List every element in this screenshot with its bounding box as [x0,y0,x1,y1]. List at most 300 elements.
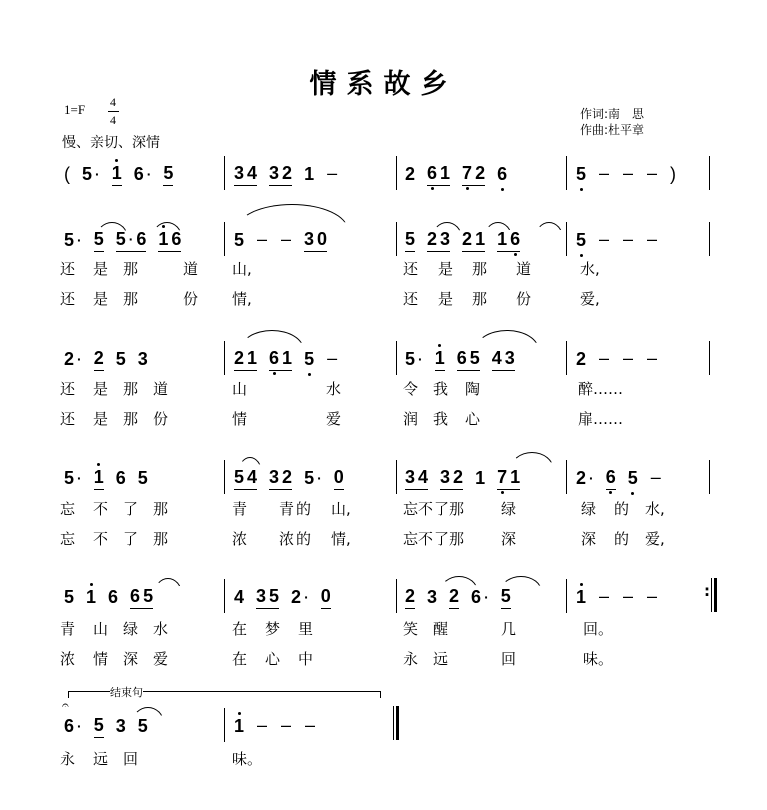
note-group [326,163,338,186]
tempo-marking: 慢、亲切、深情 [62,135,160,151]
lyric-syllable: 回。 [583,620,614,638]
barline [396,341,397,375]
note: 5 [304,349,314,369]
note-group [280,715,292,738]
sustain-dash: – [327,163,338,183]
note: 1 [497,229,508,249]
note: 5 [64,468,75,488]
lyric-syllable: 山, [232,260,252,278]
octave-down-dot [609,491,612,494]
note: 2 [576,349,587,369]
lyric-syllable: 还 [60,410,76,428]
note: 6 [510,229,520,249]
lyric-syllable: 不 [93,500,109,518]
octave-down-dot [501,491,504,494]
note-group [234,348,257,371]
note: 5 [576,164,586,184]
lyric-syllable: 那 [472,290,488,308]
note-group [94,229,104,252]
lyric-syllable: 了那 [434,530,465,548]
note: 2 [93,348,104,368]
lyric-syllable: 中 [298,650,314,668]
note: 5 [405,349,416,369]
lyric-syllable: 陶 [465,380,481,398]
lyric-syllable: 水, [580,260,600,278]
lyric-syllable: 是 [93,410,109,428]
lyric-syllable: 深 [123,650,139,668]
final-barline-thin [393,706,394,740]
note: 5 [115,229,126,249]
barline [566,156,567,190]
lyric-syllable: 青 [232,500,248,518]
measure [64,583,153,609]
lyric-syllable: 的 [614,500,630,518]
lyric-syllable: 还 [403,260,419,278]
note: 2 [475,163,486,183]
lyric-syllable: 忘不 [403,500,434,518]
measure [576,226,658,252]
measure [234,464,344,490]
augmentation-dot: · [77,718,82,734]
note-group [427,587,437,609]
measure [64,464,148,490]
lyric-syllable: 浓 [60,650,76,668]
lyric-syllable: 永 [403,650,419,668]
note-group [64,349,82,371]
octave-up-dot [438,344,441,347]
note: 2 [282,163,293,183]
note: 6 [456,348,467,368]
barline [224,156,225,190]
note: 7 [462,163,472,183]
barline [396,460,397,494]
lyric-syllable: 远 [433,650,449,668]
barline [224,341,225,375]
octave-up-dot [115,159,118,162]
note: 3 [440,467,451,487]
note: 6 [64,716,75,736]
note-group [427,229,450,252]
lyric-syllable: 还 [60,260,76,278]
note-group [234,467,257,490]
lyric-syllable: 水, [645,500,665,518]
augmentation-dot: · [77,232,82,248]
slur [154,578,182,594]
measure [64,712,148,738]
lyric-syllable: 是 [93,260,109,278]
note: 4 [234,587,245,607]
note-group [475,468,485,490]
octave-down-dot [580,254,583,257]
lyric-syllable: 还 [403,290,419,308]
note-group [650,467,662,490]
note: 1 [112,163,122,183]
note-group [622,163,634,186]
note: 6 [171,229,182,249]
note: 0 [320,586,331,606]
note: 2 [282,467,293,487]
note: 6 [497,164,507,184]
note-group [427,163,450,186]
note: 1 [510,467,521,487]
lyric-syllable: 里 [298,620,314,638]
note-group [163,163,173,186]
measure [405,464,520,490]
note-group [497,229,520,252]
lyric-syllable: 在 [232,620,248,638]
final-barline-thick [396,706,399,740]
lyric-syllable: 那 [472,260,488,278]
note-group [64,587,74,609]
lyric-syllable: 心 [465,410,481,428]
note-group [622,586,634,609]
note: 6 [136,229,147,249]
note: 2 [405,164,416,184]
lyric-syllable: 深 [501,530,517,548]
note-group [646,586,658,609]
note-group [462,163,485,186]
note: 1 [158,229,168,249]
note-group [304,468,322,490]
measure [405,226,520,252]
note-group [256,715,268,738]
note: 1 [475,229,486,249]
note: 4 [247,163,258,183]
lyric-syllable: 浓 [232,530,248,548]
measure [234,712,316,738]
key-signature: 1=F [64,102,86,117]
note: 0 [317,229,328,249]
barline [224,708,225,742]
octave-down-dot [501,188,504,191]
note-group [64,716,82,738]
note: 5 [93,229,104,249]
note-group [501,586,511,609]
note-group [598,163,610,186]
lyric-syllable: 青 [279,500,295,518]
note: 2 [427,229,438,249]
lyric-syllable: 那 [123,260,139,278]
lyric-syllable: 山 [232,380,248,398]
lyric-syllable: 了 [123,500,139,518]
barline [566,341,567,375]
augmentation-dot: · [77,351,82,367]
measure [405,345,515,371]
sustain-dash: – [599,163,610,183]
note: 3 [427,587,438,607]
lyric-syllable: 了 [123,530,139,548]
measure [64,160,173,186]
note-group [598,348,610,371]
lyric-syllable: 情, [331,530,351,548]
note-group [280,229,292,252]
sustain-dash: – [647,229,658,249]
augmentation-dot: · [418,351,423,367]
note: 5 [93,715,104,735]
note-group [234,163,257,186]
augmentation-dot: · [95,166,100,182]
note-group [576,230,586,252]
note-group [576,164,586,186]
ending-label: 结束句 [110,686,143,699]
measure [576,160,676,186]
note: 5 [628,468,638,488]
octave-up-dot [90,583,93,586]
sustain-dash: – [599,586,610,606]
note-group [405,164,415,186]
note-group [457,348,480,371]
lyric-syllable: 醉…… [578,380,624,398]
composer-credit: 作曲:杜平章 [580,123,645,137]
note-group [158,229,181,252]
note: 4 [247,467,258,487]
note-group [304,164,314,186]
octave-up-dot [580,583,583,586]
fermata-icon: 𝄐 [62,698,69,712]
note: 1 [304,164,315,184]
barline [396,156,397,190]
note-group [435,348,445,371]
lyric-syllable: 忘 [60,500,76,518]
note-group [598,229,610,252]
note-group [304,229,327,252]
note-group [234,230,244,252]
note-group [646,348,658,371]
note: 3 [269,467,280,487]
lyric-syllable: 笑 [403,620,419,638]
lyric-syllable: 还 [60,380,76,398]
lyric-syllable: 爱, [580,290,600,308]
note: 6 [427,163,437,183]
note: 2 [576,468,587,488]
octave-down-dot [580,188,583,191]
lyric-syllable: 道 [516,260,532,278]
note-group [138,716,148,738]
measure [405,160,507,186]
note-group [64,164,70,186]
lyric-syllable: 是 [438,260,454,278]
barline [224,460,225,494]
sustain-dash: – [257,715,268,735]
lyric-syllable: 绿 [123,620,139,638]
measure [405,583,511,609]
note-group [622,229,634,252]
note: 2 [453,467,464,487]
note-group [269,348,292,371]
note-group [112,163,122,186]
sustain-dash: – [647,586,658,606]
octave-up-dot [162,225,165,228]
note: 5 [576,230,586,250]
note: 5 [269,586,280,606]
barline [709,460,710,494]
note: 5 [64,587,75,607]
parenthesis: ) [670,164,677,184]
note-group [576,587,586,609]
lyric-syllable: 是 [93,290,109,308]
sustain-dash: – [599,348,610,368]
note-group [130,586,153,609]
note: 5 [137,468,148,488]
measure [64,226,181,252]
note: 5 [115,349,126,369]
note-group [405,467,428,490]
lyric-syllable: 心 [265,650,281,668]
lyric-syllable: 润 [403,410,419,428]
measure [234,160,338,186]
note: 3 [115,716,126,736]
note-group [108,587,118,609]
lyric-syllable: 情, [232,290,252,308]
note: 6 [269,348,279,368]
sustain-dash: – [650,467,661,487]
note-group [334,467,344,490]
note-group [471,587,489,609]
lyric-syllable: 我 [433,380,449,398]
note: 1 [94,467,104,487]
augmentation-dot: · [304,589,309,605]
lyric-syllable: 永 [60,750,76,768]
lyric-syllable: 味。 [232,750,263,768]
sustain-dash: – [599,229,610,249]
song-title: 情系故乡 [309,69,458,100]
note: 3 [304,229,315,249]
lyric-syllable: 梦 [265,620,281,638]
lyric-syllable: 醒 [433,620,449,638]
note-group [622,348,634,371]
barline [709,156,710,190]
time-signature-top: 4 [110,95,116,109]
octave-up-dot [97,463,100,466]
note-group [269,163,292,186]
barline [709,341,710,375]
note: 2 [234,348,245,368]
note: 2 [291,587,302,607]
note: 6 [130,586,141,606]
note-group [628,468,638,490]
sustain-dash: – [623,586,634,606]
lyric-syllable: 山 [93,620,109,638]
note-group [234,587,244,609]
lyric-syllable: 水 [326,380,342,398]
lyric-syllable: 味。 [583,650,614,668]
lyric-syllable: 绿 [501,500,517,518]
note-group [646,163,658,186]
note: 1 [475,468,486,488]
sustain-dash: – [647,163,658,183]
octave-down-dot [273,372,276,375]
note-group [64,468,82,490]
note-group [94,715,104,738]
note: 1 [234,716,244,736]
lyric-syllable: 那 [123,410,139,428]
note: 6 [108,587,119,607]
note-group [462,229,485,252]
note: 5 [304,468,315,488]
note-group [116,468,126,490]
note: 3 [234,163,245,183]
lyric-syllable: 的 [296,530,312,548]
lyric-syllable: 那 [123,380,139,398]
note: 1 [282,348,293,368]
note-group [138,349,148,371]
lyric-syllable: 爱, [645,530,665,548]
lyric-syllable: 在 [232,650,248,668]
note-group [405,349,423,371]
note: 5 [234,467,245,487]
lyric-syllable: 回 [501,650,517,668]
lyric-syllable: 那 [153,500,169,518]
sustain-dash: – [647,348,658,368]
note: 1 [435,348,445,368]
note-group [497,467,520,490]
barline [224,222,225,256]
note: 5 [82,164,93,184]
note-group [497,164,507,186]
time-signature-line [108,111,119,112]
lyric-syllable: 远 [93,750,109,768]
note-group [326,348,338,371]
lyric-syllable: 绿 [581,500,597,518]
note-group [440,467,463,490]
lyric-syllable: 几 [501,620,517,638]
note-group [256,586,279,609]
note: 3 [405,467,416,487]
repeat-barline-thin [711,578,712,612]
lyric-syllable: 了那 [434,500,465,518]
lyric-syllable: 深 [581,530,597,548]
lyric-syllable: 令 [403,380,419,398]
note-group [269,467,292,490]
sustain-dash: – [257,229,268,249]
lyric-syllable: 道 [183,260,199,278]
lyric-syllable: 情 [232,410,248,428]
lyric-syllable: 不 [93,530,109,548]
octave-up-dot [238,712,241,715]
lyric-syllable: 青 [60,620,76,638]
lyric-syllable: 忘 [60,530,76,548]
note: 3 [137,349,148,369]
barline [224,579,225,613]
octave-down-dot [308,373,311,376]
note-group [405,586,415,609]
measure [576,345,658,371]
note: 4 [418,467,429,487]
barline [396,579,397,613]
note-group [116,349,126,371]
note-group [138,468,148,490]
note-group [94,467,104,490]
note-group [321,586,331,609]
lyric-syllable: 那 [123,290,139,308]
lyric-syllable: 那 [153,530,169,548]
lyric-syllable: 扉…… [578,410,624,428]
note-group [598,586,610,609]
note: 6 [133,164,144,184]
note: 5 [143,586,154,606]
octave-down-dot [466,187,469,190]
note-group [449,586,459,609]
sustain-dash: – [327,348,338,368]
note-group [670,164,676,186]
note-group [606,467,616,490]
note: 2 [449,586,460,606]
sustain-dash: – [623,163,634,183]
lyric-syllable: 份 [516,290,532,308]
augmentation-dot: · [317,470,322,486]
measure [576,464,662,490]
note: 1 [86,587,96,607]
